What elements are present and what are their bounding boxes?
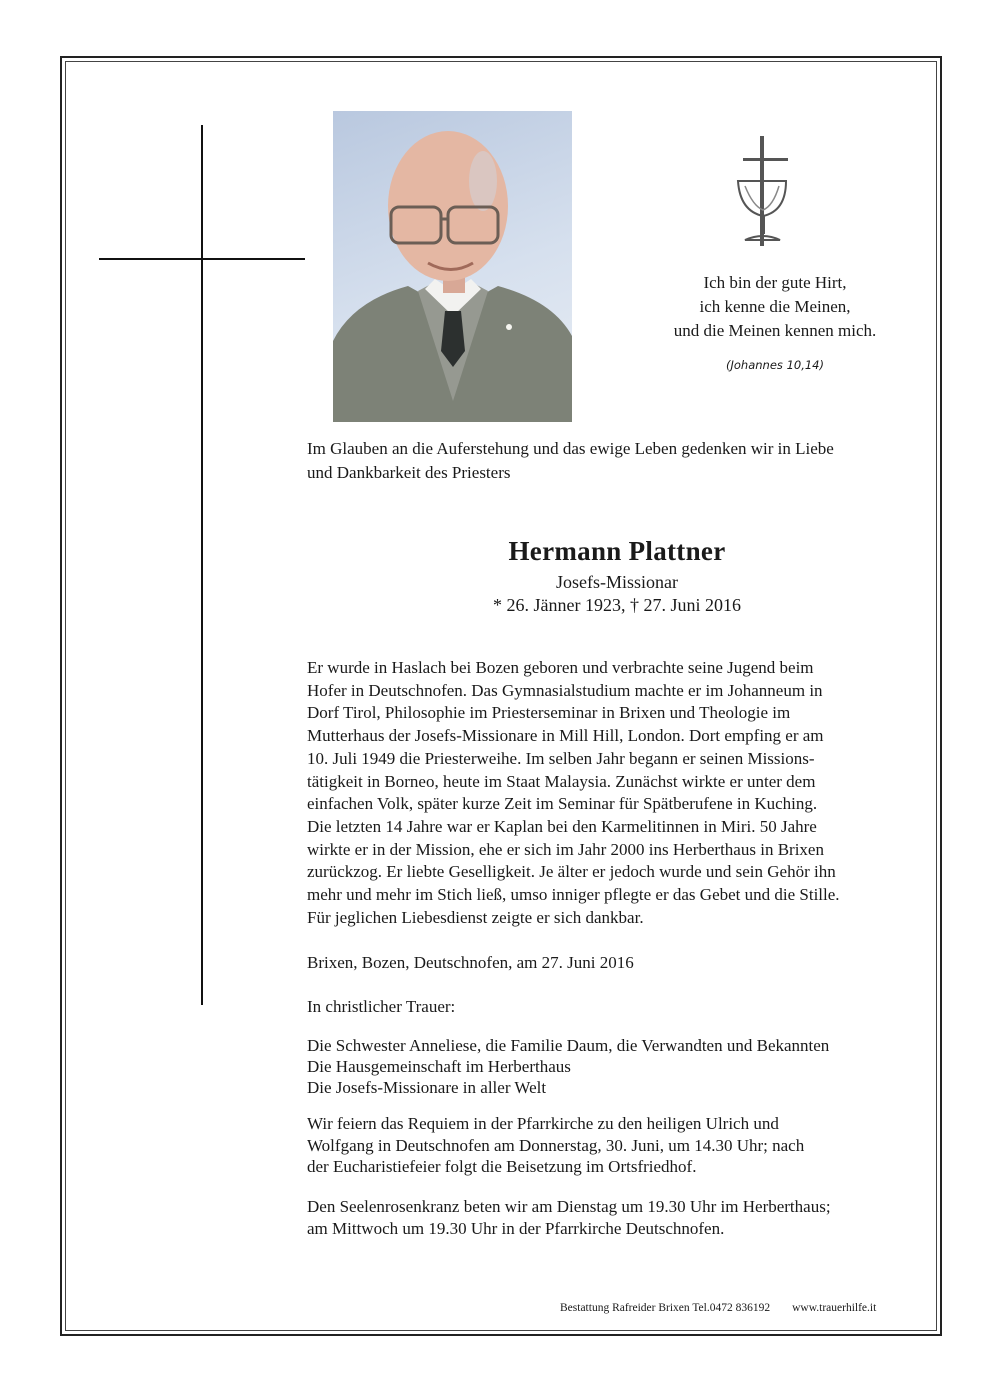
verse-reference: (Johannes 10,14)	[726, 358, 824, 372]
rosary-notice	[307, 1196, 831, 1239]
place-and-date: Brixen, Bozen, Deutschnofen, am 27. Juni 2016	[307, 953, 634, 972]
biography-line: zurückzog. Er liebte Geselligkeit. Je älter er jedoch wurde und sein Gehör ihn	[307, 862, 836, 882]
biography-line: 10. Juli 1949 die Priesterweihe. Im selben Jahr begann er seinen Missions-	[307, 748, 815, 768]
biography-line: Die letzten 14 Jahre war er Kaplan bei den Karmelitinnen in Miri. 50 Jahre	[307, 816, 817, 836]
biography-line: Dorf Tirol, Philosophie im Priesterseminar in Brixen und Theologie im	[307, 703, 791, 723]
footer	[560, 1302, 876, 1314]
biography-line: Mutterhaus der Josefs-Missionare in Mill Hill, London. Dort empfing er am	[307, 726, 824, 746]
biography-line: Er wurde in Haslach bei Bozen geboren und verbrachte seine Jugend beim	[307, 658, 814, 677]
mourner-line: Die Josefs-Missionare in aller Welt	[307, 1078, 547, 1097]
bible-verse	[640, 271, 910, 343]
biography-line: wirkte er in der Mission, ehe er sich im Jahr 2000 ins Herberthaus in Brixen	[307, 839, 824, 859]
website-link[interactable]: www.trauerhilfe.it	[792, 1302, 877, 1314]
portrait-illustration	[333, 111, 572, 422]
biography-line: einfachen Volk, später kurze Zeit im Seminar für Spätberufene in Kuching.	[307, 794, 818, 814]
intro-line: und Dankbarkeit des Priesters	[307, 463, 511, 482]
verse-line: und die Meinen kennen mich.	[673, 321, 877, 340]
verse-line: Ich bin der gute Hirt,	[703, 273, 847, 292]
mourning-heading: In christlicher Trauer:	[307, 997, 456, 1016]
portrait-photo	[333, 111, 572, 422]
rosary-line: am Mittwoch um 19.30 Uhr in der Pfarrkirche Deutschnofen.	[307, 1218, 725, 1238]
deceased-role: Josefs-Missionar	[556, 572, 678, 592]
requiem-line: Wir feiern das Requiem in der Pfarrkirche zu den heiligen Ulrich und	[307, 1114, 779, 1133]
intro-text	[307, 437, 927, 485]
deceased-name: Hermann Plattner	[508, 536, 726, 566]
mourner-line: Die Hausgemeinschaft im Herberthaus	[307, 1057, 571, 1076]
biography-line: Hofer in Deutschnofen. Das Gymnasialstudium machte er im Johanneum in	[307, 680, 823, 700]
verse-line: ich kenne die Meinen,	[699, 297, 851, 316]
cross-vertical-bar	[201, 125, 203, 1005]
funeral-home-contact: Bestattung Rafreider Brixen Tel.0472 836192	[560, 1302, 771, 1314]
biography-line: mehr und mehr im Stich ließ, umso inniger pflegte er das Gebet und die Stille.	[307, 885, 840, 905]
requiem-notice	[307, 1113, 804, 1178]
biography	[307, 657, 932, 929]
mourner-line: Die Schwester Anneliese, die Familie Daum, die Verwandten und Bekannten	[307, 1036, 830, 1055]
biography-line: tätigkeit in Borneo, heute im Staat Malaysia. Zunächst wirkte er unter dem	[307, 771, 816, 791]
biography-line: Für jeglichen Liebesdienst zeigte er sich dankbar.	[307, 907, 644, 927]
mourners-list	[307, 1035, 829, 1098]
cross-chalice-icon	[733, 136, 793, 251]
requiem-line: der Eucharistiefeier folgt die Beisetzung im Ortsfriedhof.	[307, 1157, 697, 1176]
intro-line: Im Glauben an die Auferstehung und das ewige Leben gedenken wir in Liebe	[307, 439, 834, 458]
requiem-line: Wolfgang in Deutschnofen am Donnerstag, 30. Juni, um 14.30 Uhr; nach	[307, 1135, 805, 1155]
life-dates: * 26. Jänner 1923, † 27. Juni 2016	[493, 595, 741, 615]
rosary-line: Den Seelenrosenkranz beten wir am Dienstag um 19.30 Uhr im Herberthaus;	[307, 1197, 831, 1216]
cross-horizontal-bar	[99, 258, 305, 260]
